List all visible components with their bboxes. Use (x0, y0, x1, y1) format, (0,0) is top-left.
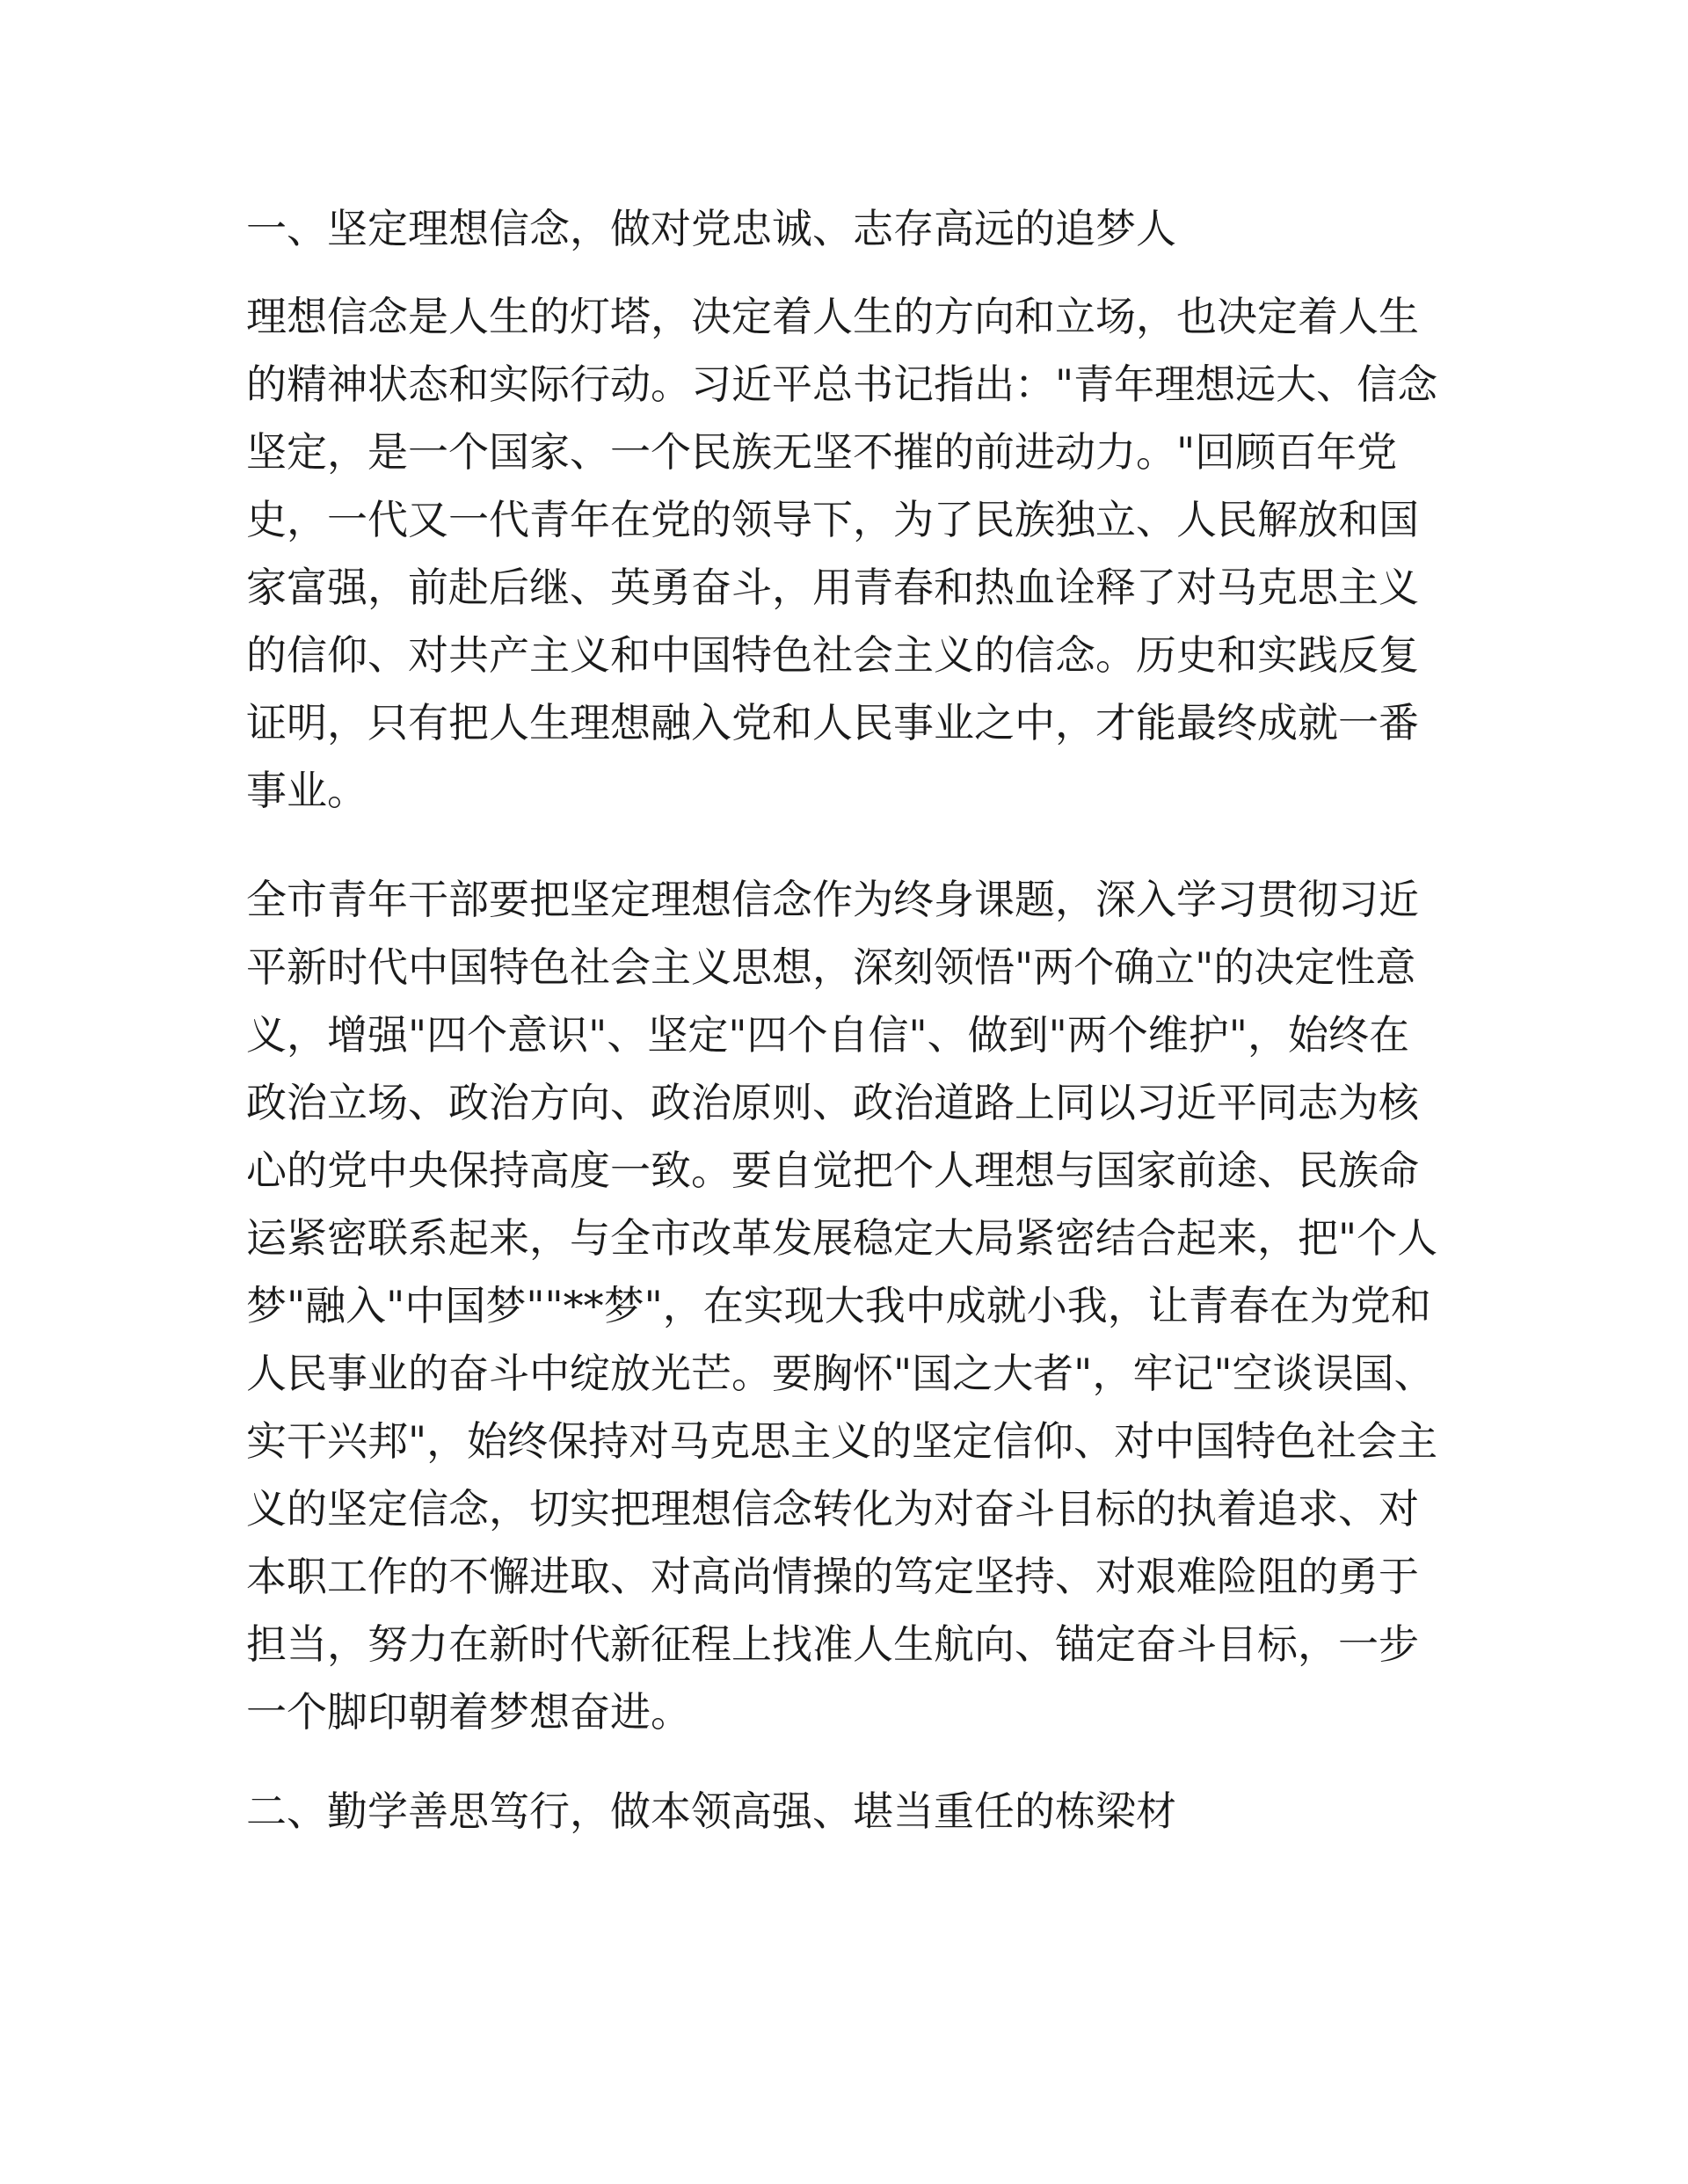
section-heading-1: 一、坚定理想信念，做对党忠诚、志存高远的追梦人 (246, 205, 1176, 252)
section-1-paragraph-2: 全市青年干部要把坚定理想信念作为终身课题，深入学习贯彻习近平新时代中国特色社会主义思想，深刻领悟"两个确立"的决定性意义，增强"四个意识"、坚定"四个自信"、做到"两个维护"，始终在政治立场、政治方向、政治原则、政治道路上同以习近平同志为核心的党中央保持高度一致。要自觉把个人理想与国家前途、民族命运紧密联系起来，与全市改革发展稳定大局紧密结合起来，把"个人梦"融入"中国梦""**梦"，在实现大我中成就小我，让青春在为党和人民事业的奋斗中绽放光芒。要胸怀"国之大者"，牢记"空谈误国、实干兴邦"，始终保持对马克思主义的坚定信仰、对中国特色社会主义的坚定信念，切实把理想信念转化为对奋斗目标的执着追求、对本职工作的不懈进取、对高尚情操的笃定坚持、对艰难险阻的勇于担当，努力在新时代新征程上找准人生航向、锚定奋斗目标，一步一个脚印朝着梦想奋进。 (246, 876, 1438, 1736)
section-heading-2: 二、勤学善思笃行，做本领高强、堪当重任的栋梁材 (246, 1787, 1176, 1835)
section-1-paragraph-1: 理想信念是人生的灯塔，决定着人生的方向和立场，也决定着人生的精神状态和实际行动。习近平总书记指出："青年理想远大、信念坚定，是一个国家、一个民族无坚不摧的前进动力。"回顾百年党史，一代又一代青年在党的领导下，为了民族独立、人民解放和国家富强，前赴后继、英勇奋斗，用青春和热血诠释了对马克思主义的信仰、对共产主义和中国特色社会主义的信念。历史和实践反复证明，只有把人生理想融入党和人民事业之中，才能最终成就一番事业。 (246, 293, 1438, 814)
